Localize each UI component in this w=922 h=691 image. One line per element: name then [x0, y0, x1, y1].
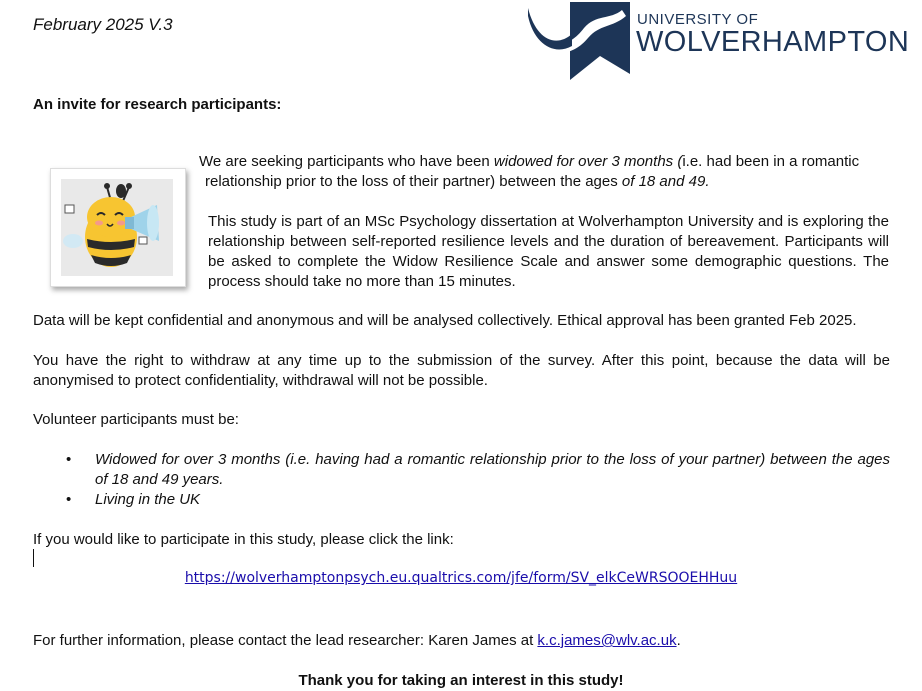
- list-item: [64, 490, 890, 510]
- logo-emblem-icon: [526, 0, 636, 80]
- withdraw-paragraph: You have the right to withdraw at any time up to the submission of the survey. After this point, because the data will be anonymised to protect confidentiality, withdrawal will not be possible.: [33, 352, 890, 389]
- bullet-icon: •: [66, 451, 72, 468]
- intro-italic-widowed: widowed for over 3 months (: [493, 153, 683, 170]
- text-cursor: [33, 549, 34, 567]
- logo-line-wolverhampton: WOLVERHAMPTON: [636, 26, 910, 58]
- list-item: [64, 450, 890, 490]
- contact-text: For further information, please contact the lead researcher: Karen James at: [33, 632, 538, 649]
- bee-megaphone-icon: [61, 179, 173, 276]
- intro-italic-ages: of 18 and 49.: [621, 173, 710, 190]
- volunteer-intro: Volunteer participants must be:: [33, 411, 239, 428]
- link-intro: If you would like to participate in this study, please click the link:: [33, 531, 454, 548]
- logo-line-university-of: UNIVERSITY OF: [637, 11, 759, 28]
- list-item-text: Living in the UK: [95, 491, 201, 508]
- contact-suffix: .: [676, 632, 681, 649]
- intro-line-2: [205, 172, 895, 192]
- intro-text: relationship prior to the loss of their partner) between the ages: [205, 173, 622, 190]
- data-paragraph: Data will be kept confidential and anonymous and will be analysed collectively. Ethical approval has been granted Feb 2025.: [33, 312, 857, 329]
- intro-line-1: [199, 152, 889, 172]
- eligibility-list: [64, 450, 890, 510]
- intro-text: i.e. had been in a romantic: [682, 153, 860, 170]
- invite-title: An invite for research participants:: [33, 96, 282, 113]
- bee-illustration: [50, 168, 186, 287]
- contact-email-link[interactable]: k.c.james@wlv.ac.uk: [537, 632, 677, 649]
- study-paragraph: This study is part of an MSc Psychology dissertation at Wolverhampton University and is exploring the relationship between self-reported resilience levels and the duration of bereavement. Participants will be asked to complete the Widow Resilience Scale and answer some demographic questions. The process should take no more than 15 minutes.: [208, 213, 889, 290]
- thank-you-message: Thank you for taking an interest in this study!: [298, 672, 624, 689]
- survey-link[interactable]: https://wolverhamptonpsych.eu.qualtrics.com/jfe/form/SV_elkCeWRSOOEHHuu: [184, 570, 738, 586]
- survey-link-container: [0, 569, 922, 587]
- bullet-icon: •: [66, 491, 72, 508]
- document-version: February 2025 V.3: [33, 15, 173, 34]
- intro-text: We are seeking participants who have been: [199, 153, 494, 170]
- contact-paragraph: [33, 631, 890, 651]
- list-item-text: Widowed for over 3 months (i.e. having had a romantic relationship prior to the loss of your partner) between the ages of 18 and 49 years.: [95, 451, 890, 488]
